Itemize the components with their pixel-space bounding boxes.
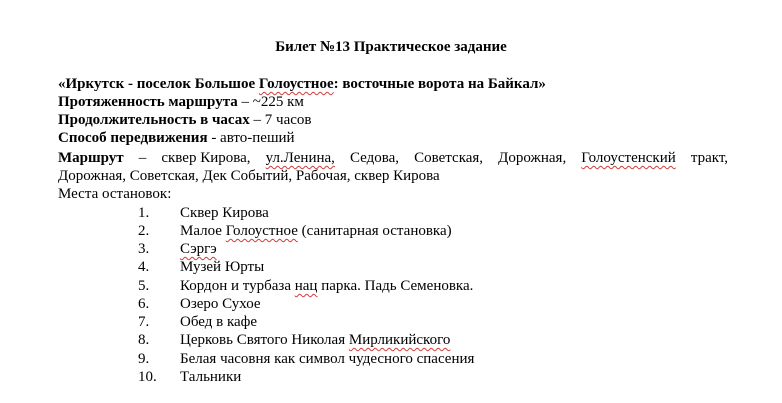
route-word: тракт, — [690, 150, 728, 166]
stop-number: 3. — [138, 241, 150, 257]
route-description-line1 — [58, 149, 728, 167]
stop-number: 9. — [138, 351, 150, 367]
stop-item — [138, 222, 452, 240]
stop-item — [138, 368, 241, 386]
stop-number: 1. — [138, 205, 150, 221]
ticket-title: Билет №13 Практическое задание — [275, 39, 507, 55]
stop-number: 4. — [138, 259, 150, 275]
stop-number: 10. — [138, 369, 157, 385]
route-word: Советская, — [414, 150, 484, 166]
route-name-text: «Иркутск - поселок Большое Голоустное: восточные ворота на Байкал» — [58, 76, 546, 92]
stop-text: Малое Голоустное (санитарная остановка) — [180, 223, 452, 239]
route-duration-value: – 7 часов — [249, 112, 312, 128]
stop-number: 2. — [138, 223, 150, 239]
stop-text: Кордон и турбаза нац парка. Падь Семеновка. — [180, 278, 474, 294]
stop-number: 8. — [138, 332, 150, 348]
stop-item — [138, 240, 217, 258]
stop-item — [138, 350, 474, 368]
stop-text: Обед в кафе — [180, 314, 258, 330]
stop-item — [138, 258, 264, 276]
route-duration-label: Продолжительность в часах — [58, 112, 250, 128]
route-length-value: – ~225 км — [237, 94, 304, 110]
stop-text: Музей Юрты — [180, 259, 265, 275]
stop-item — [138, 331, 450, 349]
transport-mode-value: - авто-пеший — [207, 130, 295, 146]
stop-item — [138, 295, 261, 313]
stop-text: Церковь Святого Николая Мирликийского — [180, 332, 451, 348]
stop-text: Озеро Сухое — [180, 296, 261, 312]
route-word: Дорожная, — [498, 150, 567, 166]
route-description-line2: Дорожная, Советская, Дек Событий, Рабочая, сквер Кирова — [58, 168, 440, 184]
route-duration — [58, 111, 311, 129]
route-length — [58, 93, 304, 111]
route-dash: – — [138, 150, 147, 166]
stop-item — [138, 313, 257, 331]
route-word: сквер Кирова, — [161, 150, 251, 166]
route-word: Голоустенский — [581, 150, 676, 166]
stop-number: 6. — [138, 296, 150, 312]
stop-item — [138, 277, 473, 295]
route-name — [58, 75, 546, 93]
route-label: Маршрут — [58, 150, 124, 166]
route-word: Седова, — [349, 150, 400, 166]
stop-number: 7. — [138, 314, 150, 330]
stop-number: 5. — [138, 278, 150, 294]
stop-text: Белая часовня как символ чудесного спасения — [180, 351, 475, 367]
transport-mode-label: Способ передвижения — [58, 130, 208, 146]
route-length-label: Протяженность маршрута — [58, 94, 238, 110]
stop-item — [138, 204, 269, 222]
transport-mode — [58, 129, 295, 147]
stop-text: Сэргэ — [180, 241, 217, 257]
route-word: ул.Ленина, — [265, 150, 335, 166]
stop-text: Сквер Кирова — [180, 205, 269, 221]
stops-heading: Места остановок: — [58, 186, 172, 202]
stop-text: Тальники — [180, 369, 242, 385]
